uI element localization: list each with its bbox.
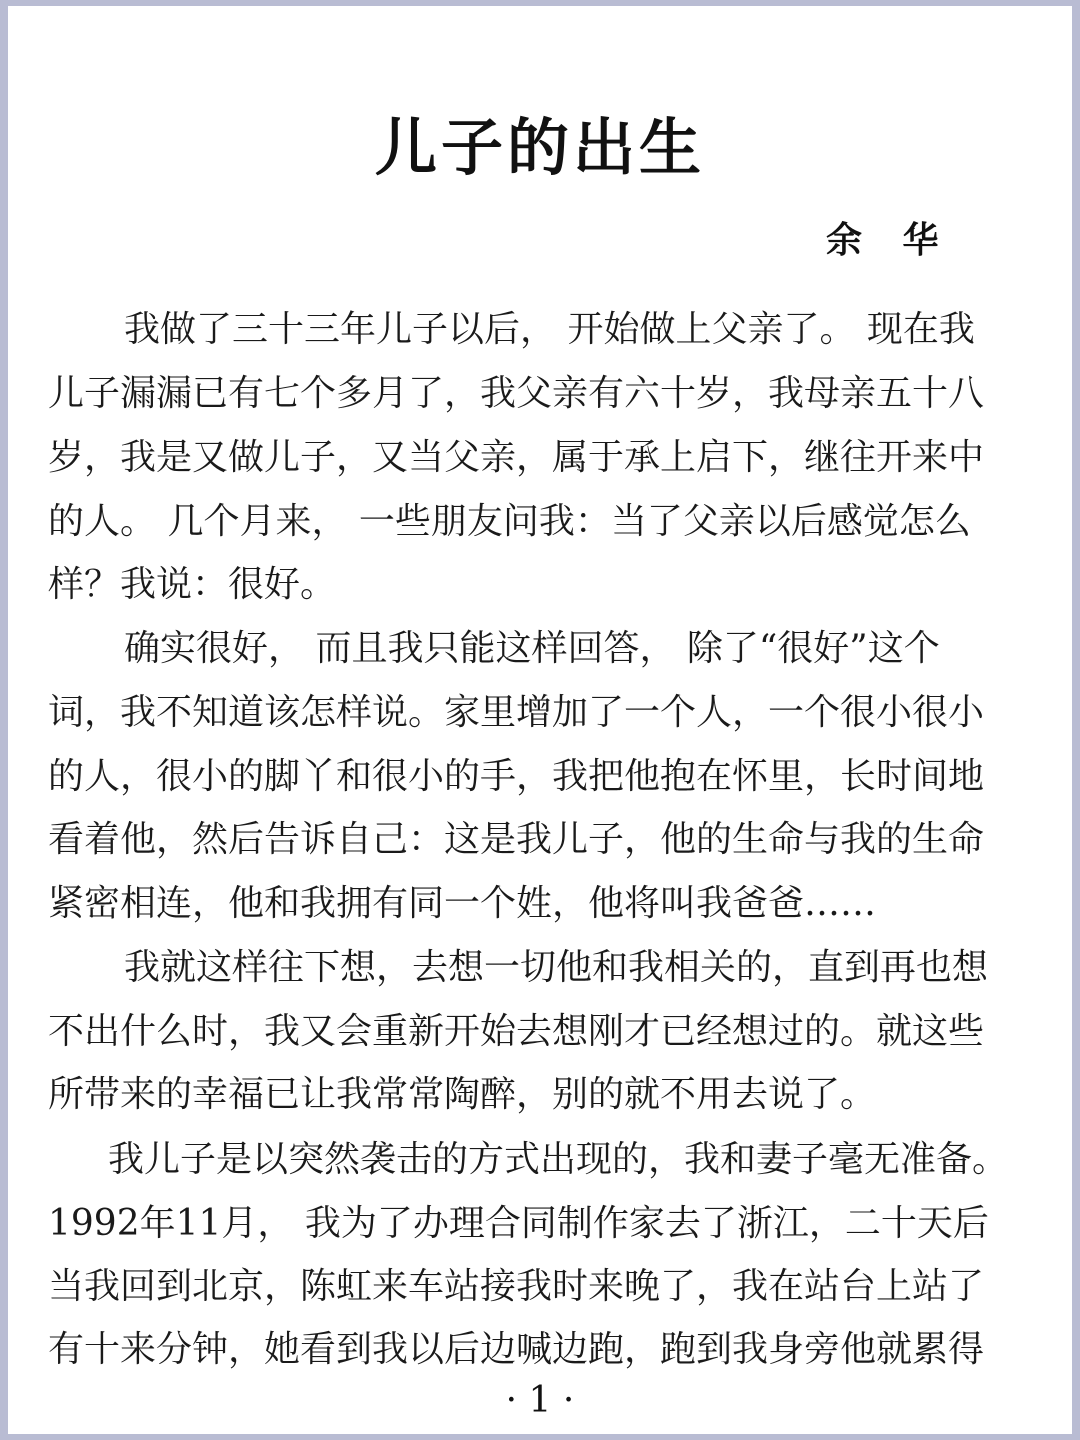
text-line: 儿子漏漏已有七个多月了，我父亲有六十岁，我母亲五十八: [48, 373, 985, 414]
text-line: 的人。 几个月来， 一些朋友问我：当了父亲以后感觉怎么: [48, 501, 971, 542]
document-page: [8, 6, 1072, 1434]
page-number: · 1 ·: [505, 1380, 575, 1421]
text-line: 看着他，然后告诉自己：这是我儿子，他的生命与我的生命: [48, 819, 985, 860]
text-line: 的人，很小的脚丫和很小的手，我把他抱在怀里，长时间地: [48, 756, 985, 797]
text-line: 1992年11月， 我为了办理合同制作家去了浙江，二十天后: [48, 1203, 989, 1244]
document-title: 儿子的出生: [374, 111, 705, 184]
text-line: 不出什么时，我又会重新开始去想刚才已经想过的。就这些: [48, 1011, 985, 1052]
text-line: 当我回到北京，陈虹来车站接我时来晚了，我在站台上站了: [48, 1266, 985, 1307]
text-line: 我儿子是以突然袭击的方式出现的，我和妻子毫无准备。: [108, 1139, 1009, 1180]
text-line: 有十来分钟，她看到我以后边喊边跑，跑到我身旁他就累得: [48, 1329, 985, 1370]
text-line: 紧密相连，他和我拥有同一个姓，他将叫我爸爸……: [48, 883, 877, 924]
text-line: 样？我说：很好。: [48, 564, 337, 605]
text-line: 确实很好， 而且我只能这样回答， 除了“很好”这个: [124, 628, 940, 669]
text-line: 我就这样往下想，去想一切他和我相关的，直到再也想: [124, 947, 989, 988]
text-line: 所带来的幸福已让我常常陶醉，别的就不用去说了。: [48, 1074, 877, 1115]
text-line: 岁，我是又做儿子，又当父亲，属于承上启下，继往开来中: [48, 437, 985, 478]
text-line: 词，我不知道该怎样说。家里增加了一个人，一个很小很小: [48, 692, 985, 733]
author-name: 余 华: [826, 220, 953, 261]
text-line: 我做了三十三年儿子以后， 开始做上父亲了。 现在我: [124, 309, 975, 350]
